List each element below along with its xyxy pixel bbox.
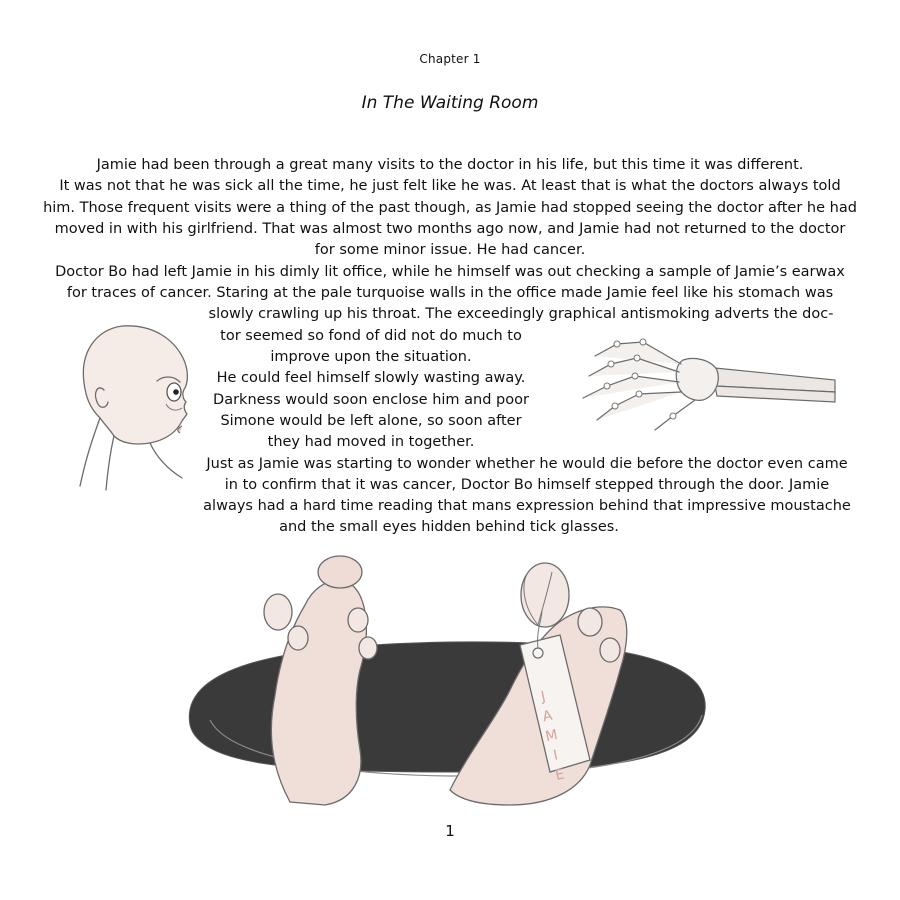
chapter-title: In The Waiting Room xyxy=(361,93,539,113)
text-line: Simone would be left alone, so soon after xyxy=(220,413,522,429)
text-line: He could feel himself slowly wasting away. xyxy=(216,370,526,386)
text-line: tor seemed so fond of did not do much to xyxy=(220,328,522,344)
text-line: and the small eyes hidden behind tick glasses. xyxy=(279,519,619,535)
text-line: It was not that he was sick all the time, he just felt like he was. At least that is what the doctors always told xyxy=(59,178,841,194)
text-line: moved in with his girlfriend. That was almost two months ago now, and Jamie had not returned to the doctor xyxy=(54,221,846,237)
text-line: Just as Jamie was starting to wonder whether he would die before the doctor even came xyxy=(206,456,848,472)
toe-tag-label: JAMIE xyxy=(533,687,571,789)
text-line: Jamie had been through a great many visits to the doctor in his life, but this time it was different. xyxy=(96,157,804,173)
text-line: for traces of cancer. Staring at the pale turquoise walls in the office made Jamie feel like his stomach was xyxy=(66,285,834,301)
text-line: always had a hard time reading that mans expression behind that impressive moustache xyxy=(203,498,851,514)
feet-toe-tag-sketch xyxy=(150,550,750,820)
text-line: improve upon the situation. xyxy=(270,349,472,365)
text-line: in to confirm that it was cancer, Doctor Bo himself stepped through the door. Jamie xyxy=(224,477,830,493)
text-line: they had moved in together. xyxy=(267,434,475,450)
skeleton-hand-sketch xyxy=(555,330,845,435)
page-number: 1 xyxy=(445,822,455,840)
text-line: for some minor issue. He had cancer. xyxy=(314,242,586,258)
text-line: slowly crawling up his throat. The exceedingly graphical antismoking adverts the doc- xyxy=(208,306,834,322)
text-line: him. Those frequent visits were a thing of the past though, as Jamie had stopped seeing the doctor after he had xyxy=(43,200,857,216)
text-line: Doctor Bo had left Jamie in his dimly lit office, while he himself was out checking a sample of Jamie’s earwax xyxy=(55,264,845,280)
head-sketch xyxy=(70,318,210,493)
chapter-label: Chapter 1 xyxy=(419,52,481,66)
text-line: Darkness would soon enclose him and poor xyxy=(213,392,529,408)
